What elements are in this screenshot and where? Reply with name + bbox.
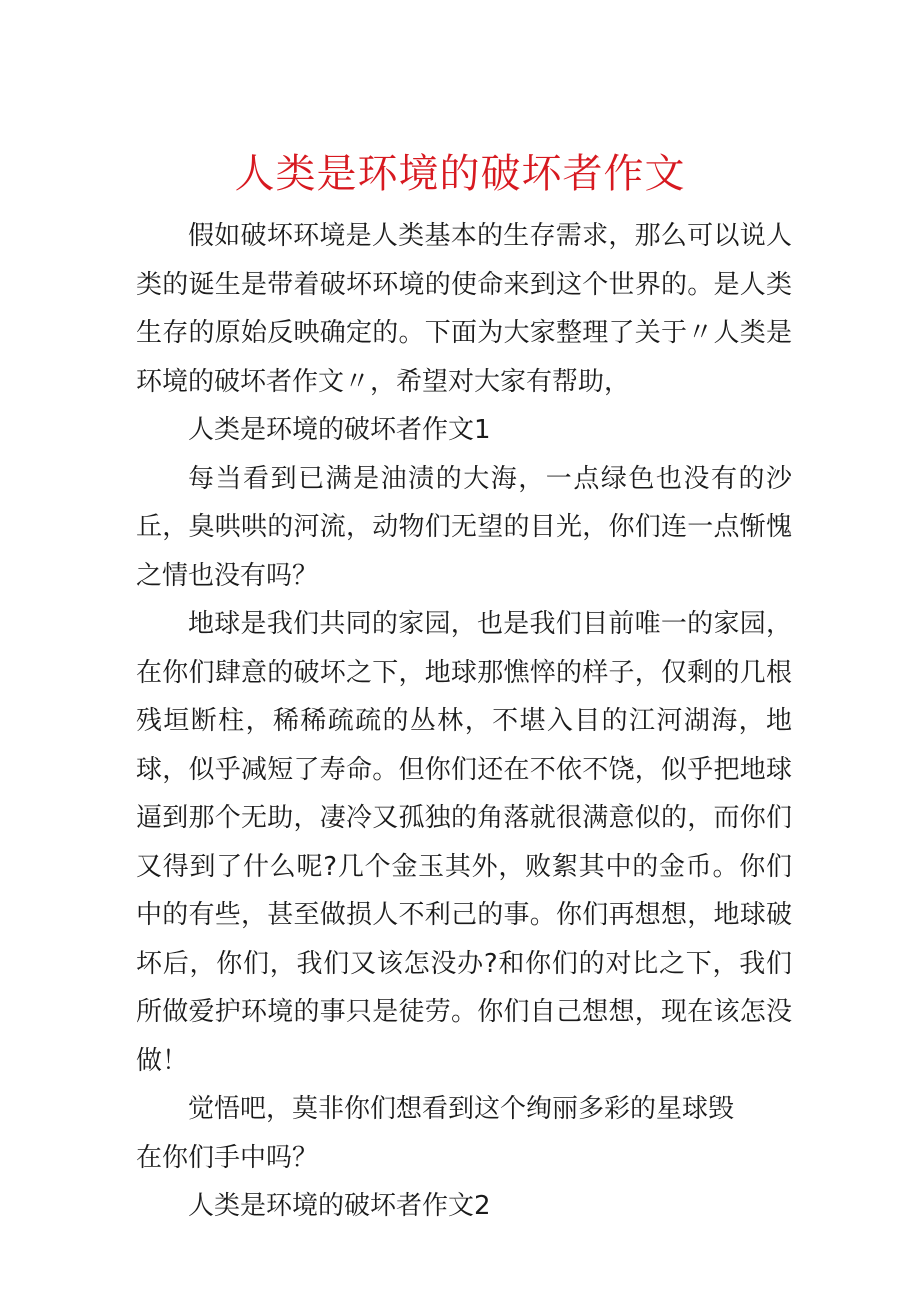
section-2-heading: 人类是环境的破坏者作文2 [188, 1191, 491, 1221]
document-body [136, 212, 792, 1231]
document-title: 人类是环境的破坏者作文 [234, 151, 686, 197]
paragraph-2: 地球是我们共同的家园，也是我们目前唯一的家园，在你们肆意的破坏之下，地球那憔悴的样子，仅剩的几根残垣断柱，稀稀疏疏的丛林，不堪入目的江河湖海，地球，似乎减短了寿命。但你们还在不依不饶，似乎把地球逼到那个无助，凄冷又孤独的角落就很满意似的，而你们又得到了什么呢?几个金玉其外，败絮其中的金币。你们中的有些，甚至做损人不利己的事。你们再想想，地球破坏后，你们，我们又该怎没办?和你们的对比之下，我们所做爱护环境的事只是徒劳。你们自己想想，现在该怎没做！ [136, 609, 792, 1076]
paragraph-3-line-2: 在你们手中吗？ [136, 1142, 319, 1173]
section-1-heading: 人类是环境的破坏者作文1 [188, 415, 491, 445]
intro-paragraph: 假如破坏环境是人类基本的生存需求，那么可以说人类的诞生是带着破坏环境的使命来到这个世界的。是人类生存的原始反映确定的。下面为大家整理了关于〃人类是环境的破坏者作文〃，希望对大家有帮助， [136, 221, 792, 397]
paragraph-1: 每当看到已满是油渍的大海，一点绿色也没有的沙丘，臭哄哄的河流，动物们无望的目光，你们连一点惭愧之情也没有吗？ [136, 463, 792, 591]
paragraph-3-line-1: 觉悟吧，莫非你们想看到这个绚丽多彩的星球毁 [188, 1094, 735, 1124]
